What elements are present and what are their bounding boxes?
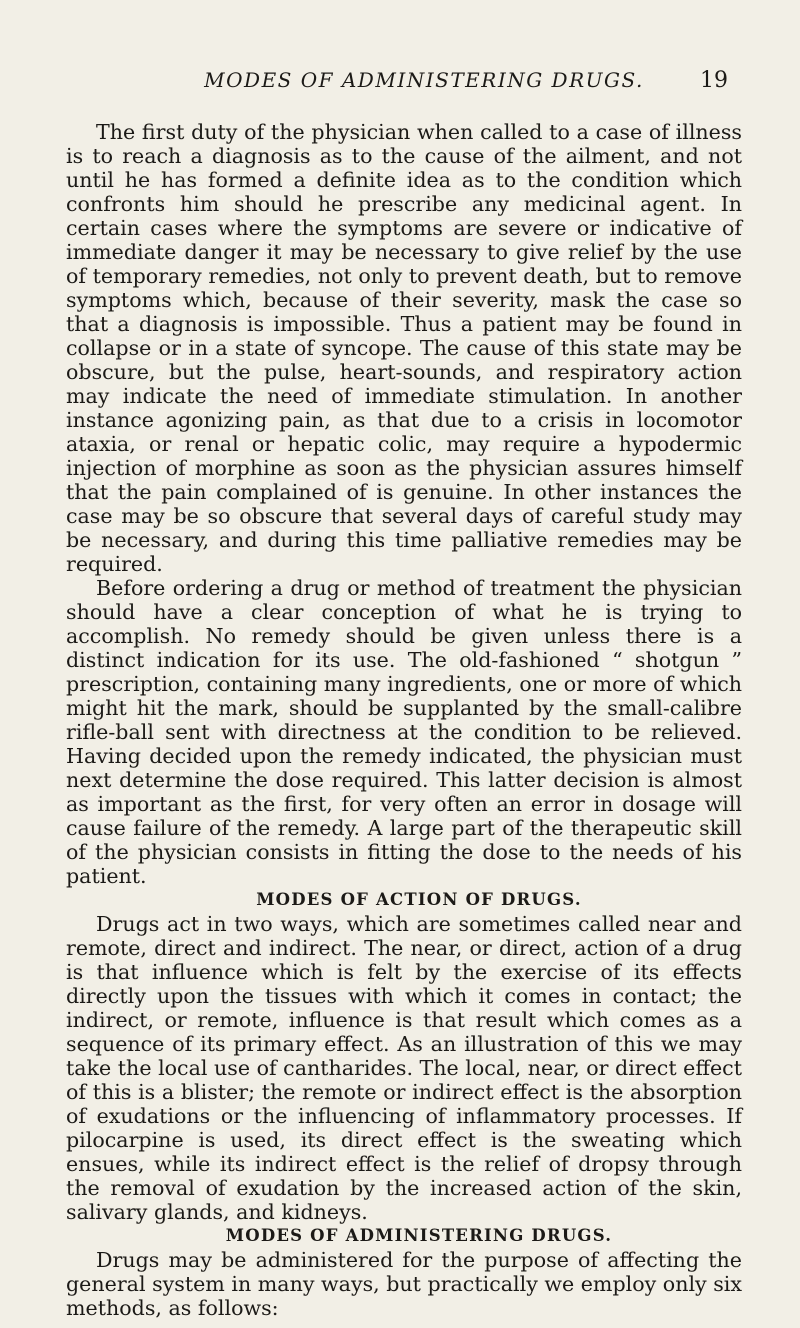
- running-title: MODES OF ADMINISTERING DRUGS.: [204, 68, 644, 92]
- paragraph-near-remote-action: Drugs act in two ways, which are sometimes called near and remote, direct and indirect. The near, or direct, action of a drug is that influence which is felt by the exercise of its effects directly upon the tissues with which it comes in contact; the indirect, or remote, influence is that result which comes as a sequence of its primary effect. As an illustration of this we may take the local use of cantharides. The local, near, or direct effect of this is a blister; the remote or indirect effect is the absorption of exudations or the influencing of inflammatory processes. If pilocarpine is used, its direct effect is the sweating which ensues, while its indirect effect is the relief of dropsy through the removal of exudation by the increased action of the skin, salivary glands, and kidneys.: [66, 912, 742, 1224]
- section-heading-modes-of-action: MODES OF ACTION OF DRUGS.: [256, 890, 582, 909]
- body-text: [66, 120, 742, 1320]
- section-heading-modes-of-administering: MODES OF ADMINISTERING DRUGS.: [225, 1226, 613, 1245]
- paragraph-diagnosis: The first duty of the physician when called to a case of illness is to reach a diagnosis as to the cause of the ailment, and not until he has formed a definite idea as to the condition which confronts him should he prescribe any medicinal agent. In certain cases where the symptoms are severe or indicative of immediate danger it may be necessary to give relief by the use of temporary remedies, not only to prevent death, but to remove symptoms which, because of their severity, mask the case so that a diagnosis is impossible. Thus a patient may be found in collapse or in a state of syncope. The cause of this state may be obscure, but the pulse, heart-sounds, and respiratory action may indicate the need of immediate stimulation. In another instance agonizing pain, as that due to a crisis in locomotor ataxia, or renal or hepatic colic, may require a hypodermic injection of morphine as soon as the physician assures himself that the pain complained of is genuine. In other instances the case may be so obscure that several days of careful study may be necessary, and during this time palliative remedies may be required.: [66, 120, 742, 576]
- page-number: 19: [700, 68, 728, 93]
- running-head: [68, 68, 740, 104]
- paragraph-six-methods: Drugs may be administered for the purpose of affecting the general system in many ways, but practically we employ only six methods, as follows:: [66, 1248, 742, 1320]
- paragraph-remedy-dose: Before ordering a drug or method of treatment the physician should have a clear conception of what he is trying to accomplish. No remedy should be given unless there is a distinct indication for its use. The old-fashioned “ shotgun ” prescription, containing many ingredients, one or more of which might hit the mark, should be supplanted by the small-calibre rifle-ball sent with directness at the condition to be relieved. Having decided upon the remedy indicated, the physician must next determine the dose required. This latter decision is almost as important as the first, for very often an error in dosage will cause failure of the remedy. A large part of the therapeutic skill of the physician consists in fitting the dose to the needs of his patient.: [66, 576, 742, 888]
